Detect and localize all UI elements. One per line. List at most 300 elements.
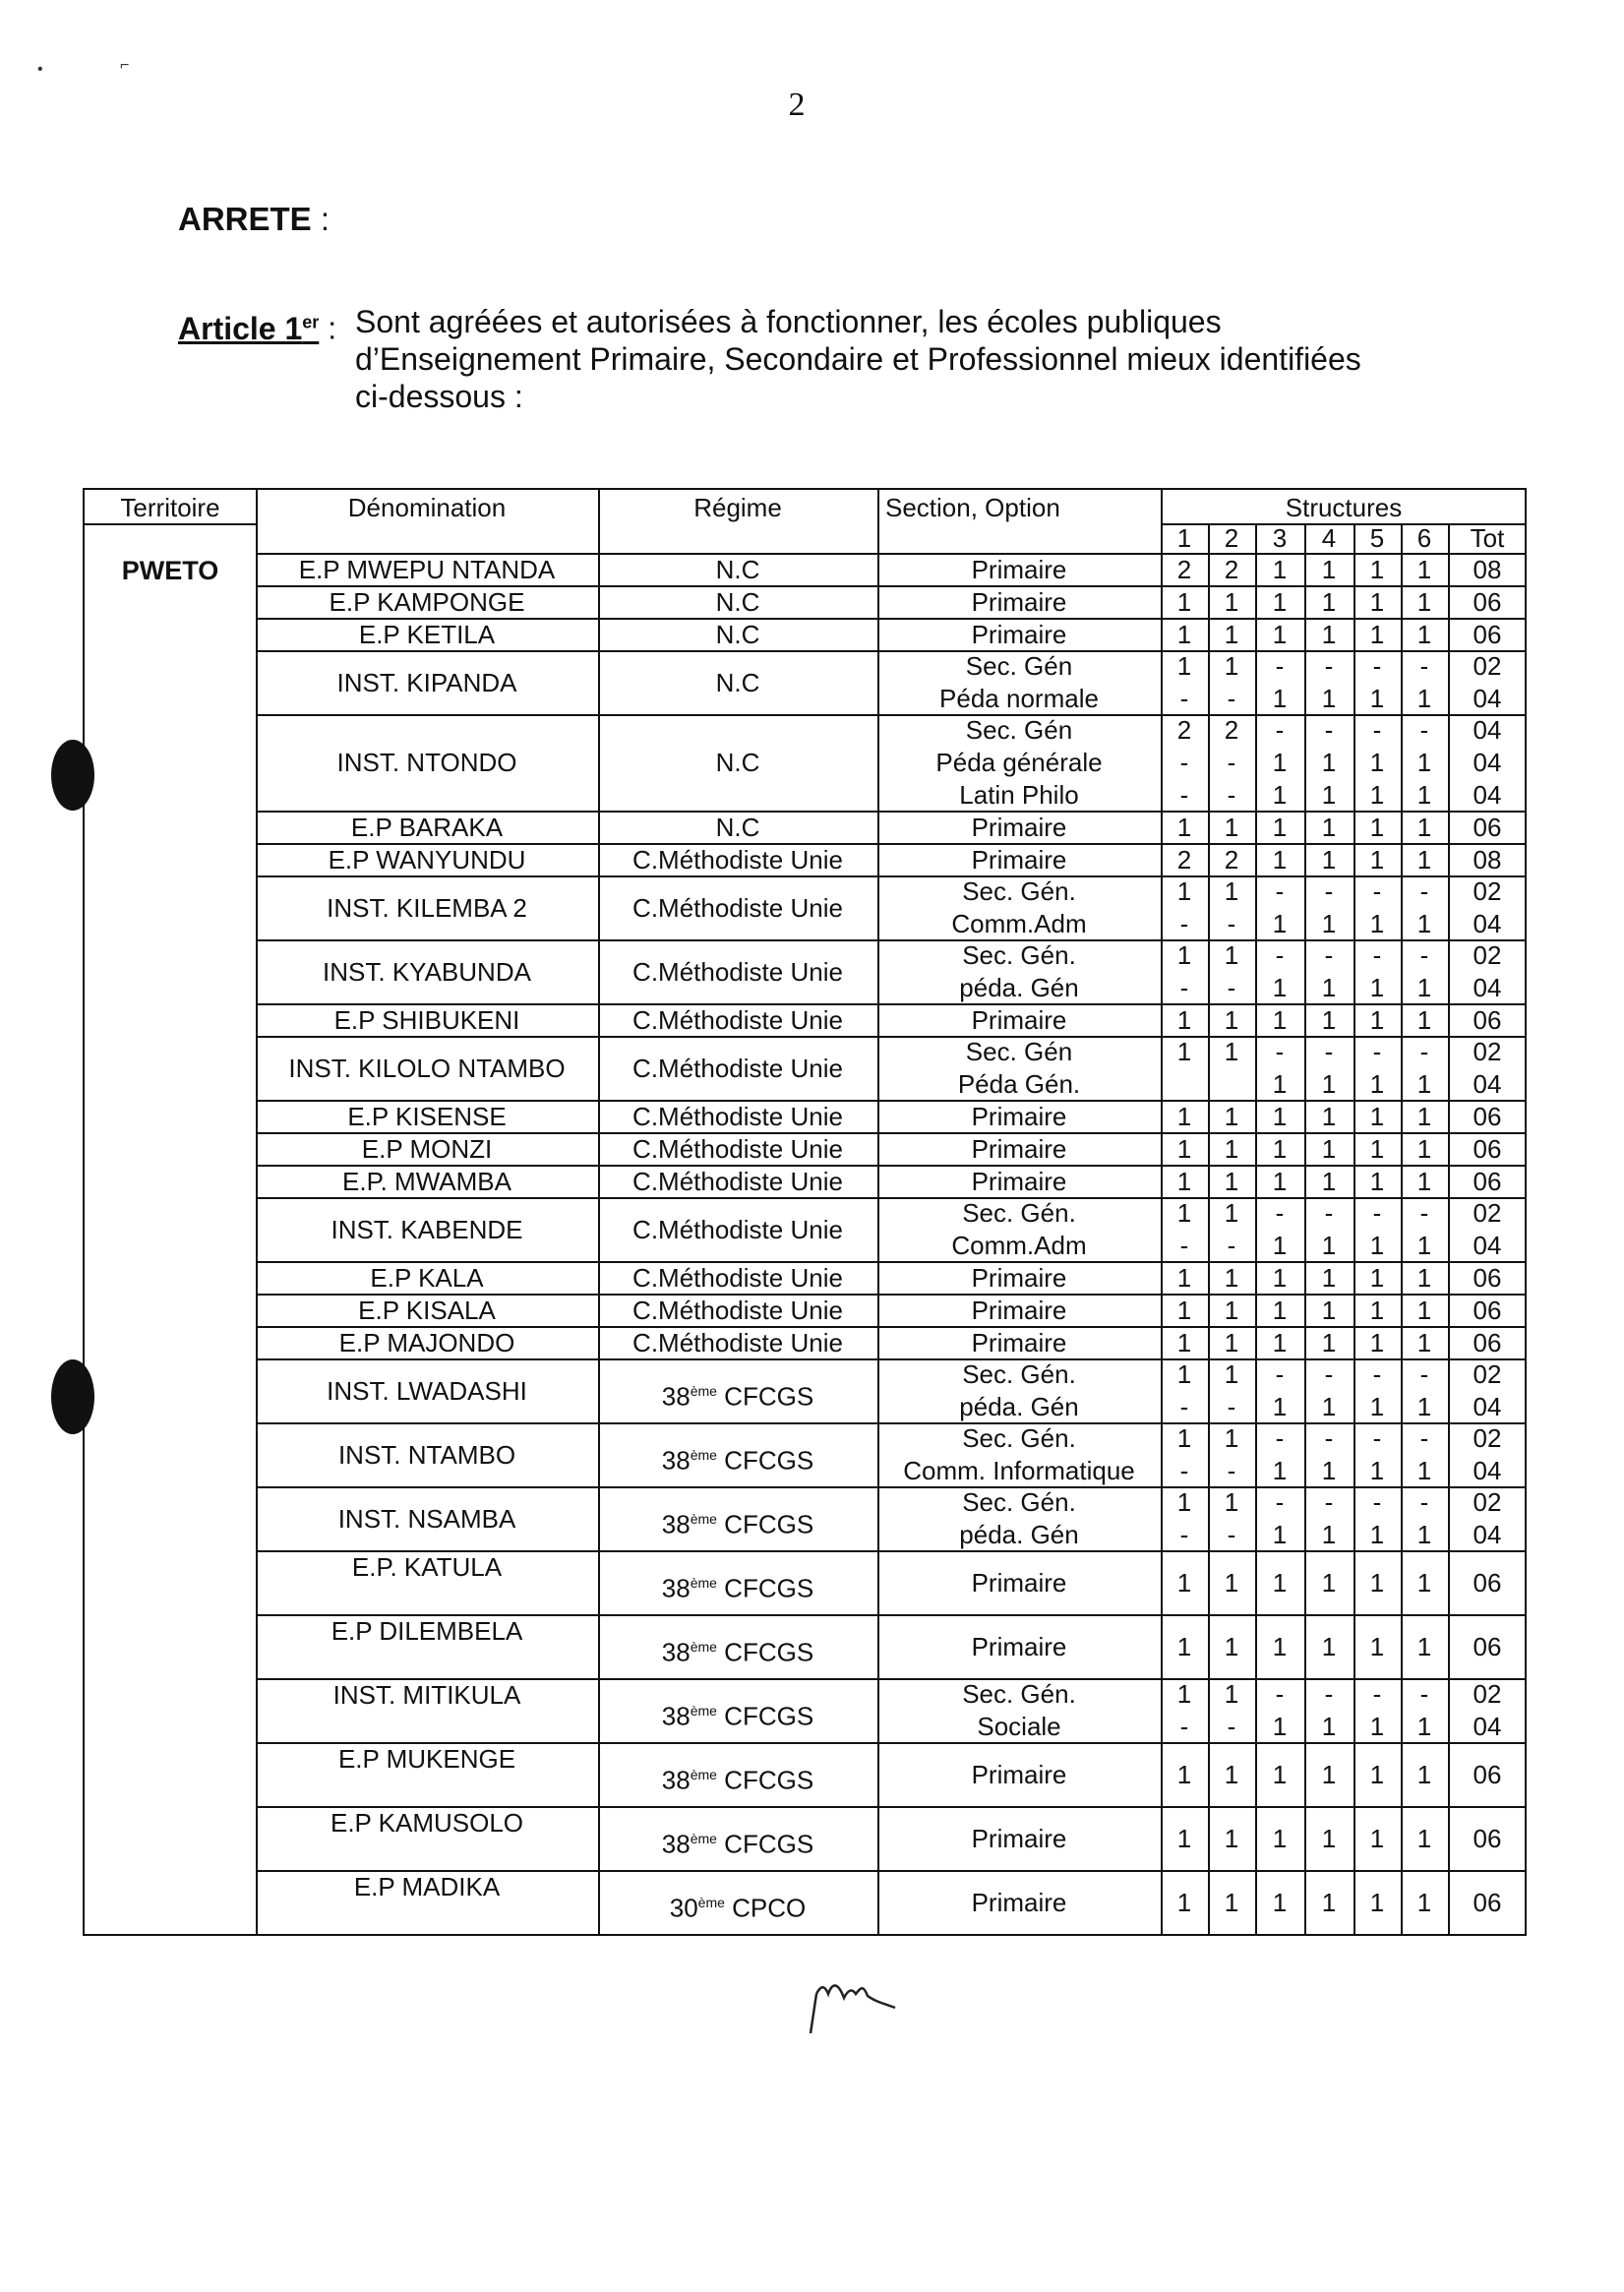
page-number: 2 <box>788 87 806 123</box>
structure-total: 02 <box>1473 1487 1502 1518</box>
structure-value: 1 <box>1321 1759 1337 1789</box>
school-regime <box>598 1439 877 1477</box>
section-option: Sec. Gén <box>965 715 1073 746</box>
regime-ordinal-sup: ème <box>697 1894 725 1910</box>
structure-value: 2 <box>1176 844 1192 875</box>
structure-value: 1 <box>1369 1887 1385 1917</box>
structure-value: - <box>1372 1198 1382 1229</box>
header-structure-col: 3 <box>1272 523 1288 553</box>
regime-ordinal-sup: ème <box>690 1766 717 1782</box>
structure-total: 06 <box>1473 812 1502 842</box>
structure-value: 1 <box>1321 1711 1337 1741</box>
school-name: E.P KAMPONGE <box>329 586 525 617</box>
header-structures: Structures <box>1285 493 1403 522</box>
school-name: E.P SHIBUKENI <box>333 1004 520 1035</box>
structure-value: 1 <box>1321 1295 1337 1325</box>
structure-value: 1 <box>1369 619 1385 649</box>
structure-total: 02 <box>1473 876 1502 907</box>
regime-text: C.Méthodiste Unie <box>632 892 843 923</box>
structure-value: 1 <box>1416 619 1432 649</box>
structure-value: 1 <box>1176 1004 1192 1035</box>
structure-value: 1 <box>1176 1262 1192 1293</box>
structure-value: 1 <box>1272 683 1288 713</box>
structure-total: 04 <box>1473 683 1502 713</box>
structure-value: 1 <box>1272 1887 1288 1917</box>
structure-value: 1 <box>1369 1295 1385 1325</box>
structure-value: 1 <box>1369 1133 1385 1164</box>
structure-value: 1 <box>1416 972 1432 1002</box>
structure-value: 1 <box>1224 1823 1239 1853</box>
structure-value: 1 <box>1416 1519 1432 1549</box>
regime-text: C.Méthodiste Unie <box>632 1133 843 1164</box>
section-option: Primaire <box>971 1327 1067 1357</box>
regime-text: 38 <box>661 1765 691 1795</box>
structure-value: 1 <box>1176 1037 1192 1067</box>
structure-value: - <box>1227 683 1236 713</box>
structure-value: 1 <box>1321 683 1337 713</box>
structure-total: 04 <box>1473 972 1502 1002</box>
article-colon: : <box>319 310 337 346</box>
school-name: INST. KIPANDA <box>336 667 517 697</box>
structure-value: - <box>1419 940 1429 971</box>
structure-total: 06 <box>1473 1631 1502 1661</box>
structure-value: - <box>1372 876 1382 907</box>
structure-value: 1 <box>1272 1295 1288 1325</box>
structure-value: - <box>1419 1487 1429 1518</box>
article-paragraph <box>178 303 1457 414</box>
section-option: Comm.Adm <box>951 1230 1087 1260</box>
table-column-rule <box>256 490 258 1934</box>
structure-value: 1 <box>1416 1295 1432 1325</box>
section-option: Péda Gén. <box>957 1068 1081 1099</box>
structure-value: - <box>1227 1519 1236 1549</box>
structure-value: 1 <box>1272 586 1288 617</box>
structure-value: 1 <box>1321 972 1337 1002</box>
structure-value: 1 <box>1369 554 1385 584</box>
structure-value: 1 <box>1416 812 1432 842</box>
regime-suffix: CFCGS <box>716 1381 814 1412</box>
school-name: E.P MUKENGE <box>337 1744 516 1774</box>
structure-value: 1 <box>1176 1198 1192 1229</box>
structure-value: 1 <box>1321 844 1337 875</box>
section-option: Primaire <box>971 1631 1067 1661</box>
structure-value: 1 <box>1224 1166 1239 1196</box>
article-line: d’Enseignement Primaire, Secondaire et Professionnel mieux identifiées <box>355 341 1361 377</box>
structure-value: - <box>1324 876 1334 907</box>
structure-total: 06 <box>1473 1295 1502 1325</box>
school-regime <box>598 956 877 988</box>
regime-text: C.Méthodiste Unie <box>632 1053 843 1083</box>
section-option: Sec. Gén. <box>962 940 1076 971</box>
section-option: Sec. Gén. <box>962 876 1076 907</box>
structure-total: 04 <box>1473 1519 1502 1549</box>
regime-ordinal-sup: ème <box>690 1830 717 1846</box>
structure-value: 1 <box>1369 683 1385 713</box>
regime-text: N.C <box>715 667 760 697</box>
school-name: E.P MWEPU NTANDA <box>298 554 556 584</box>
structure-value: - <box>1275 1487 1285 1518</box>
school-regime <box>598 1375 877 1413</box>
article-label-sup: er <box>302 312 320 332</box>
structure-value: 1 <box>1321 1101 1337 1131</box>
structure-value: 1 <box>1272 1391 1288 1421</box>
structure-total: 06 <box>1473 1823 1502 1853</box>
structure-value: 1 <box>1272 1711 1288 1741</box>
structure-value: 1 <box>1272 1133 1288 1164</box>
school-regime <box>598 844 877 875</box>
structure-value: 1 <box>1416 908 1432 938</box>
section-option: Primaire <box>971 1133 1067 1164</box>
regime-suffix: CFCGS <box>716 1637 814 1667</box>
header-structure-col: 5 <box>1369 523 1385 553</box>
school-regime <box>598 1887 877 1924</box>
article-line: ci-dessous : <box>355 379 523 414</box>
structure-value: - <box>1227 748 1236 777</box>
structure-value: 1 <box>1416 779 1432 810</box>
structure-value: 1 <box>1272 1455 1288 1485</box>
structure-value: 1 <box>1416 586 1432 617</box>
structure-value: 1 <box>1176 1679 1192 1710</box>
structure-value: 1 <box>1224 1037 1239 1067</box>
structure-total: 06 <box>1473 1166 1502 1196</box>
structure-value: 1 <box>1369 844 1385 875</box>
structure-value: - <box>1179 1455 1189 1485</box>
structure-value: 1 <box>1176 1166 1192 1196</box>
section-option: Primaire <box>971 1823 1067 1853</box>
structure-value: 1 <box>1272 972 1288 1002</box>
structure-value: 1 <box>1224 1423 1239 1454</box>
regime-text: C.Méthodiste Unie <box>632 1214 843 1244</box>
section-option: Péda générale <box>935 748 1103 777</box>
section-option: Péda normale <box>939 683 1099 713</box>
structure-value: 1 <box>1272 812 1288 842</box>
structure-value: 1 <box>1416 1711 1432 1741</box>
section-option: Latin Philo <box>959 779 1079 810</box>
structure-value: 1 <box>1224 651 1239 682</box>
structure-value: 1 <box>1224 940 1239 971</box>
regime-text: N.C <box>715 554 760 584</box>
structure-value: 1 <box>1176 1133 1192 1164</box>
regime-text: N.C <box>715 812 760 842</box>
regime-suffix: CFCGS <box>716 1829 814 1859</box>
schools-table <box>83 488 1527 1936</box>
structure-value: 1 <box>1321 1004 1337 1035</box>
structure-value: 1 <box>1224 1101 1239 1131</box>
section-option: péda. Gén <box>959 1519 1079 1549</box>
structure-value: 1 <box>1176 1487 1192 1518</box>
structure-value: - <box>1419 715 1429 746</box>
section-option: Primaire <box>971 1567 1067 1598</box>
structure-value: 1 <box>1224 1759 1239 1789</box>
section-option: Sociale <box>977 1711 1061 1741</box>
structure-value: 1 <box>1321 1230 1337 1260</box>
structure-value: 1 <box>1321 1391 1337 1421</box>
structure-total: 04 <box>1473 779 1502 810</box>
section-option: Primaire <box>971 586 1067 617</box>
structure-total: 04 <box>1473 1711 1502 1741</box>
section-option: Primaire <box>971 1759 1067 1789</box>
structure-value: 1 <box>1176 1567 1192 1598</box>
regime-text: C.Méthodiste Unie <box>632 1295 843 1325</box>
header-denomination: Dénomination <box>347 493 507 522</box>
structure-value: 1 <box>1369 1567 1385 1598</box>
structure-value: 1 <box>1416 1887 1432 1917</box>
structure-value: 1 <box>1369 1711 1385 1741</box>
structure-value: 1 <box>1369 1068 1385 1099</box>
school-name: INST. MITIKULA <box>332 1680 521 1710</box>
structure-value: - <box>1324 1423 1334 1454</box>
structure-value: 1 <box>1416 1327 1432 1357</box>
structure-total: 04 <box>1473 1230 1502 1260</box>
section-option: Primaire <box>971 1166 1067 1196</box>
scan-speck: • <box>37 61 43 78</box>
regime-text: 38 <box>661 1445 691 1476</box>
arrete-label: ARRETE <box>178 201 312 237</box>
school-name: INST. KYABUNDA <box>323 956 531 987</box>
structure-value: 1 <box>1369 1166 1385 1196</box>
school-regime <box>598 1053 877 1084</box>
structure-total: 06 <box>1473 1567 1502 1598</box>
structure-value: - <box>1179 1230 1189 1260</box>
school-regime <box>598 1214 877 1245</box>
structure-value: 2 <box>1224 554 1239 584</box>
structure-total: 02 <box>1473 1198 1502 1229</box>
structure-value: 1 <box>1369 1004 1385 1035</box>
header-structure-col: 1 <box>1176 523 1192 553</box>
structure-value: 1 <box>1416 1455 1432 1485</box>
section-option: Primaire <box>971 1101 1067 1131</box>
structure-value: 1 <box>1272 1004 1288 1035</box>
section-option: Primaire <box>971 1262 1067 1293</box>
structure-value: - <box>1179 748 1189 777</box>
structure-value: 1 <box>1176 812 1192 842</box>
structure-value: - <box>1179 908 1189 938</box>
structure-value: 1 <box>1321 1166 1337 1196</box>
school-regime <box>598 1503 877 1540</box>
structure-value: - <box>1275 940 1285 971</box>
structure-value: 1 <box>1176 1759 1192 1789</box>
structure-value: 1 <box>1369 1455 1385 1485</box>
section-option: Sec. Gén. <box>962 1198 1076 1229</box>
structure-value: 1 <box>1321 908 1337 938</box>
regime-text: C.Méthodiste Unie <box>632 1166 843 1196</box>
structure-value: 2 <box>1224 715 1239 746</box>
structure-value: 1 <box>1369 972 1385 1002</box>
structure-total: 04 <box>1473 748 1502 777</box>
structure-value: 1 <box>1416 748 1432 777</box>
regime-text: 38 <box>661 1573 691 1603</box>
regime-suffix: CFCGS <box>716 1765 814 1795</box>
structure-total: 06 <box>1473 1133 1502 1164</box>
structure-value: - <box>1419 651 1429 682</box>
school-regime <box>598 812 877 843</box>
structure-value: 1 <box>1272 619 1288 649</box>
structure-value: 1 <box>1416 1166 1432 1196</box>
structure-total: 08 <box>1473 554 1502 584</box>
section-option: Primaire <box>971 1887 1067 1917</box>
regime-text: C.Méthodiste Unie <box>632 1262 843 1293</box>
structure-total: 04 <box>1473 1068 1502 1099</box>
signature-mark <box>805 1972 932 2041</box>
structure-value: 1 <box>1176 1295 1192 1325</box>
structure-total: 04 <box>1473 908 1502 938</box>
structure-value: 1 <box>1272 844 1288 875</box>
regime-text: N.C <box>715 619 760 649</box>
structure-value: - <box>1372 940 1382 971</box>
structure-total: 02 <box>1473 651 1502 682</box>
structure-value: 1 <box>1321 1519 1337 1549</box>
structure-value: 1 <box>1176 1327 1192 1357</box>
binder-hole-mark <box>51 740 94 811</box>
school-regime <box>598 554 877 585</box>
structure-value: 1 <box>1176 1359 1192 1390</box>
structure-value: - <box>1275 1679 1285 1710</box>
structure-value: 1 <box>1416 1759 1432 1789</box>
structure-value: - <box>1179 1711 1189 1741</box>
section-option: Sec. Gén. <box>962 1487 1076 1518</box>
structure-value: 1 <box>1272 1519 1288 1549</box>
structure-value: - <box>1275 1037 1285 1067</box>
structure-value: 1 <box>1272 554 1288 584</box>
structure-total: 04 <box>1473 1391 1502 1421</box>
school-regime <box>598 1327 877 1358</box>
article-line: Sont agréées et autorisées à fonctionner, les écoles publiques <box>355 304 1222 339</box>
structure-value: 1 <box>1224 1679 1239 1710</box>
structure-value: - <box>1372 1679 1382 1710</box>
structure-value: - <box>1324 1198 1334 1229</box>
structure-value: - <box>1372 1423 1382 1454</box>
structure-value: 1 <box>1176 586 1192 617</box>
structure-value: 1 <box>1224 1295 1239 1325</box>
structure-value: 2 <box>1176 554 1192 584</box>
structure-total: 02 <box>1473 1359 1502 1390</box>
structure-value: - <box>1372 651 1382 682</box>
structure-value: - <box>1275 651 1285 682</box>
arrete-colon: : <box>311 201 331 237</box>
structure-value: 1 <box>1416 683 1432 713</box>
school-regime <box>598 1262 877 1294</box>
regime-text: C.Méthodiste Unie <box>632 1327 843 1357</box>
regime-text: C.Méthodiste Unie <box>632 956 843 987</box>
header-section: Section, Option <box>885 493 1060 522</box>
section-option: Primaire <box>971 812 1067 842</box>
structure-value: 1 <box>1416 1101 1432 1131</box>
structure-value: - <box>1419 1198 1429 1229</box>
school-name: INST. LWADASHI <box>327 1375 527 1406</box>
article-label <box>178 311 319 346</box>
structure-total: 06 <box>1473 619 1502 649</box>
structure-total: 04 <box>1473 715 1502 746</box>
school-regime <box>598 1631 877 1668</box>
school-regime <box>598 1695 877 1732</box>
regime-ordinal-sup: ème <box>690 1446 717 1463</box>
header-structure-col: Tot <box>1470 523 1505 553</box>
structure-value: 1 <box>1224 1567 1239 1598</box>
structure-value: - <box>1324 1487 1334 1518</box>
structure-value: 1 <box>1272 1101 1288 1131</box>
structure-value: 1 <box>1176 651 1192 682</box>
structure-value: 1 <box>1224 1262 1239 1293</box>
structure-value: - <box>1372 1037 1382 1067</box>
structure-value: 1 <box>1224 1487 1239 1518</box>
structure-value: 1 <box>1369 1101 1385 1131</box>
article-label-text: Article 1 <box>178 310 303 346</box>
section-option: Sec. Gén <box>965 1037 1073 1067</box>
regime-suffix: CFCGS <box>716 1509 814 1539</box>
section-option: Sec. Gén. <box>962 1679 1076 1710</box>
section-option: Comm. Informatique <box>903 1455 1135 1485</box>
section-option: péda. Gén <box>959 972 1079 1002</box>
structure-value: 2 <box>1176 715 1192 746</box>
school-name: E.P KAMUSOLO <box>330 1808 524 1838</box>
structure-total: 02 <box>1473 1679 1502 1710</box>
regime-text: 38 <box>661 1701 691 1731</box>
structure-value: - <box>1419 1679 1429 1710</box>
structure-value: 1 <box>1416 1133 1432 1164</box>
structure-value: - <box>1324 1359 1334 1390</box>
structure-value: - <box>1227 1711 1236 1741</box>
structure-value: 1 <box>1272 779 1288 810</box>
structure-value: 1 <box>1369 1262 1385 1293</box>
structure-value: 1 <box>1369 748 1385 777</box>
structure-value: 1 <box>1321 619 1337 649</box>
structure-value: - <box>1324 715 1334 746</box>
structure-total: 06 <box>1473 1327 1502 1357</box>
structure-value: 1 <box>1272 1631 1288 1661</box>
article-text <box>355 303 1457 415</box>
section-option: péda. Gén <box>959 1391 1079 1421</box>
structure-total: 02 <box>1473 1037 1502 1067</box>
structure-value: 1 <box>1224 1887 1239 1917</box>
section-option: Primaire <box>971 1004 1067 1035</box>
header-structure-col: 6 <box>1416 523 1432 553</box>
structure-value: - <box>1324 1679 1334 1710</box>
header-regime: Régime <box>693 493 782 522</box>
structure-value: 1 <box>1369 1759 1385 1789</box>
school-regime <box>598 1567 877 1604</box>
school-name: E.P. KATULA <box>351 1552 503 1582</box>
structure-value: 1 <box>1369 812 1385 842</box>
structure-value: 1 <box>1321 554 1337 584</box>
structure-value: 1 <box>1272 1567 1288 1598</box>
structure-value: 1 <box>1321 1823 1337 1853</box>
structure-value: - <box>1275 1198 1285 1229</box>
structure-value: 1 <box>1321 1262 1337 1293</box>
structure-value: 1 <box>1321 1068 1337 1099</box>
regime-ordinal-sup: ème <box>690 1510 717 1527</box>
structure-value: 1 <box>1321 1455 1337 1485</box>
regime-text: C.Méthodiste Unie <box>632 1101 843 1131</box>
structure-value: - <box>1324 651 1334 682</box>
structure-value: - <box>1227 972 1236 1002</box>
structure-value: 1 <box>1272 748 1288 777</box>
structure-value: 1 <box>1416 1631 1432 1661</box>
school-name: E.P WANYUNDU <box>328 844 526 875</box>
school-name: E.P MADIKA <box>353 1872 501 1901</box>
structure-value: - <box>1227 1455 1236 1485</box>
structure-total: 04 <box>1473 1455 1502 1485</box>
structure-value: 1 <box>1321 1631 1337 1661</box>
school-name: INST. NTONDO <box>336 748 517 777</box>
structure-value: - <box>1372 1359 1382 1390</box>
school-regime <box>598 1133 877 1165</box>
header-territoire: Territoire <box>120 493 220 522</box>
structure-value: - <box>1275 715 1285 746</box>
structure-value: 1 <box>1224 1359 1239 1390</box>
structure-value: - <box>1179 1519 1189 1549</box>
structure-value: - <box>1275 1423 1285 1454</box>
structure-total: 02 <box>1473 1423 1502 1454</box>
